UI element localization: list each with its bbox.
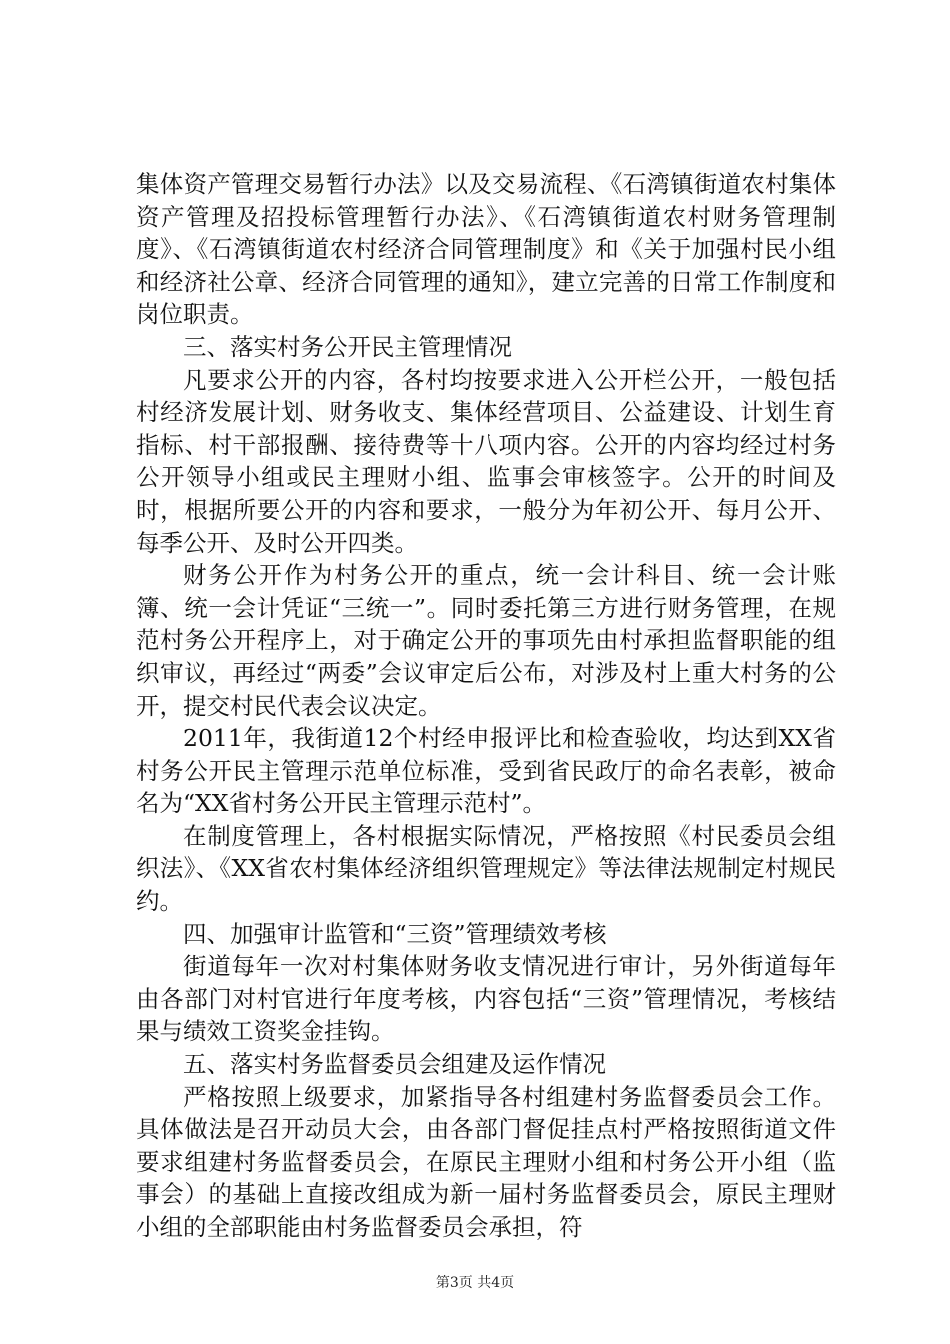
section-heading: 四、加强审计监管和“三资”管理绩效考核 [183,919,607,948]
section-heading: 五、落实村务监督委员会组建及运作情况 [183,1050,606,1079]
paragraph: 凡要求公开的内容，各村均按要求进入公开栏公开，一般包括村经济发展计划、财务收支、集体经营项目、公益建设、计划生育指标、村干部报酬、接待费等十八项内容。公开的内容均经过村务公开领导小组或民主理财小组、监事会审核签字。公开的时间及时，根据所要公开的内容和要求，一般分为年初公开、每月公开、每季公开、及时公开四类。 [136,365,836,557]
paragraph: 严格按照上级要求，加紧指导各村组建村务监督委员会工作。具体做法是召开动员大会，由各部门督促挂点村严格按照街道文件要求组建村务监督委员会，在原民主理财小组和村务公开小组（监事会）的基础上直接改组成为新一届村务监督委员会，原民主理财小组的全部职能由村务监督委员会承担，符 [136,1082,836,1241]
paragraph: 街道每年一次对村集体财务收支情况进行审计，另外街道每年由各部门对村官进行年度考核，内容包括“三资”管理情况，考核结果与绩效工资奖金挂钩。 [136,952,836,1046]
paragraph: 财务公开作为村务公开的重点，统一会计科目、统一会计账簿、统一会计凭证“三统一”。同时委托第三方进行财务管理，在规范村务公开程序上，对于确定公开的事项先由村承担监督职能的组织审议，再经过“两委”会议审定后公布，对涉及村上重大村务的公开，提交村民代表会议决定。 [136,561,836,720]
paragraph: 2011年，我街道12个村经申报评比和检查验收，均达到XX省村务公开民主管理示范单位标准，受到省民政厅的命名表彰，被命名为“XX省村务公开民主管理示范村”。 [136,724,836,818]
paragraph: 在制度管理上，各村根据实际情况，严格按照《村民委员会组织法》、《XX省农村集体经济组织管理规定》等法律法规制定村规民约。 [136,821,836,916]
page-number-footer: 第3页 共4页 [435,1275,515,1291]
section-heading: 三、落实村务公开民主管理情况 [183,332,512,361]
document-body [136,168,836,1244]
paragraph: 集体资产管理交易暂行办法》以及交易流程、《石湾镇街道农村集体资产管理及招投标管理暂行办法》、《石湾镇街道农村财务管理制度》、《石湾镇街道农村经济合同管理制度》和《关于加强村民小组和经济社公章、经济合同管理的通知》，建立完善的日常工作制度和岗位职责。 [136,170,836,329]
